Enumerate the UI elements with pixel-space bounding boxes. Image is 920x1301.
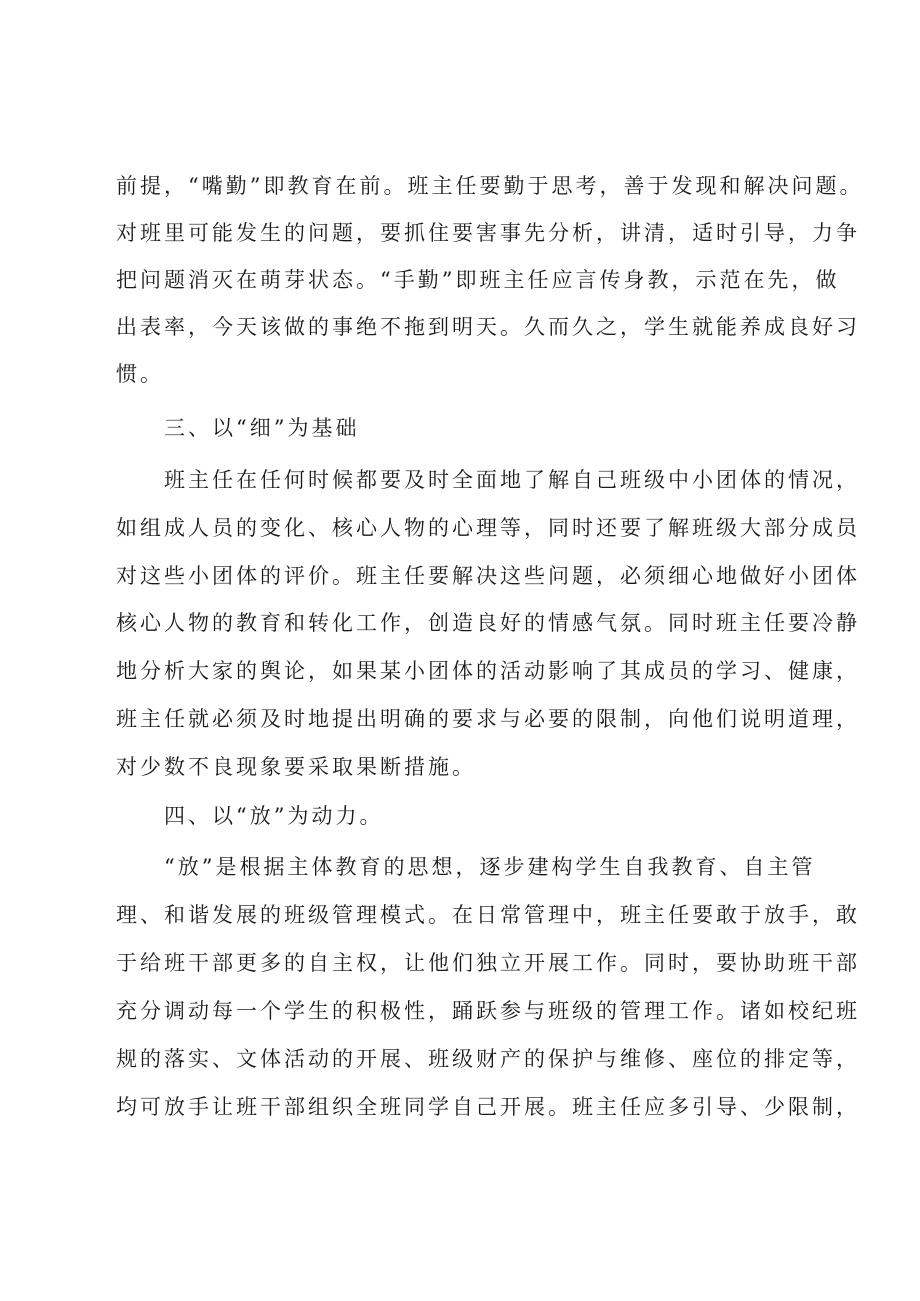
paragraph-line-4: 出表率，今天该做的事绝不拖到明天。久而久之，学生就能养成良好习 [116, 315, 860, 339]
paragraph-line-19: 规的落实、文体活动的开展、班级财产的保护与维修、座位的排定等， [116, 1047, 860, 1071]
section-heading-3: 三、以“细”为基础 [164, 416, 360, 440]
paragraph-line-12: 班主任就必须及时地提出明确的要求与必要的限制，向他们说明道理， [116, 707, 860, 731]
section-heading-4: 四、以“放”为动力。 [164, 804, 384, 828]
paragraph-line-16: 理、和谐发展的班级管理模式。在日常管理中，班主任要敢于放手，敢 [116, 903, 860, 927]
paragraph-line-11: 地分析大家的舆论，如果某小团体的活动影响了其成员的学习、健康， [116, 659, 860, 683]
paragraph-line-9: 对这些小团体的评价。班主任要解决这些问题，必须细心地做好小团体 [116, 564, 860, 588]
paragraph-line-15: “放”是根据主体教育的思想，逐步建构学生自我教育、自主管 [164, 855, 816, 879]
paragraph-line-2: 对班里可能发生的问题，要抓住要害事先分析，讲清，适时引导，力争 [116, 221, 860, 245]
paragraph-line-10: 核心人物的教育和转化工作，创造良好的情感气氛。同时班主任要冷静 [116, 611, 860, 635]
paragraph-line-3: 把问题消灭在萌芽状态。“手勤”即班主任应言传身教，示范在先，做 [116, 268, 840, 292]
paragraph-line-8: 如组成人员的变化、核心人物的心理等，同时还要了解班级大部分成员 [116, 516, 860, 540]
paragraph-line-17: 于给班干部更多的自主权，让他们独立开展工作。同时，要协助班干部 [116, 951, 860, 975]
paragraph-line-13: 对少数不良现象要采取果断措施。 [116, 755, 476, 779]
paragraph-line-7: 班主任在任何时候都要及时全面地了解自己班级中小团体的情况， [164, 468, 860, 492]
paragraph-line-5: 惯。 [116, 362, 164, 386]
paragraph-line-1: 前提，“嘴勤”即教育在前。班主任要勤于思考，善于发现和解决问题。 [116, 174, 864, 198]
paragraph-line-18: 充分调动每一个学生的积极性，踊跃参与班级的管理工作。诸如校纪班 [116, 999, 860, 1023]
paragraph-line-20: 均可放手让班干部组织全班同学自己开展。班主任应多引导、少限制， [116, 1095, 860, 1119]
